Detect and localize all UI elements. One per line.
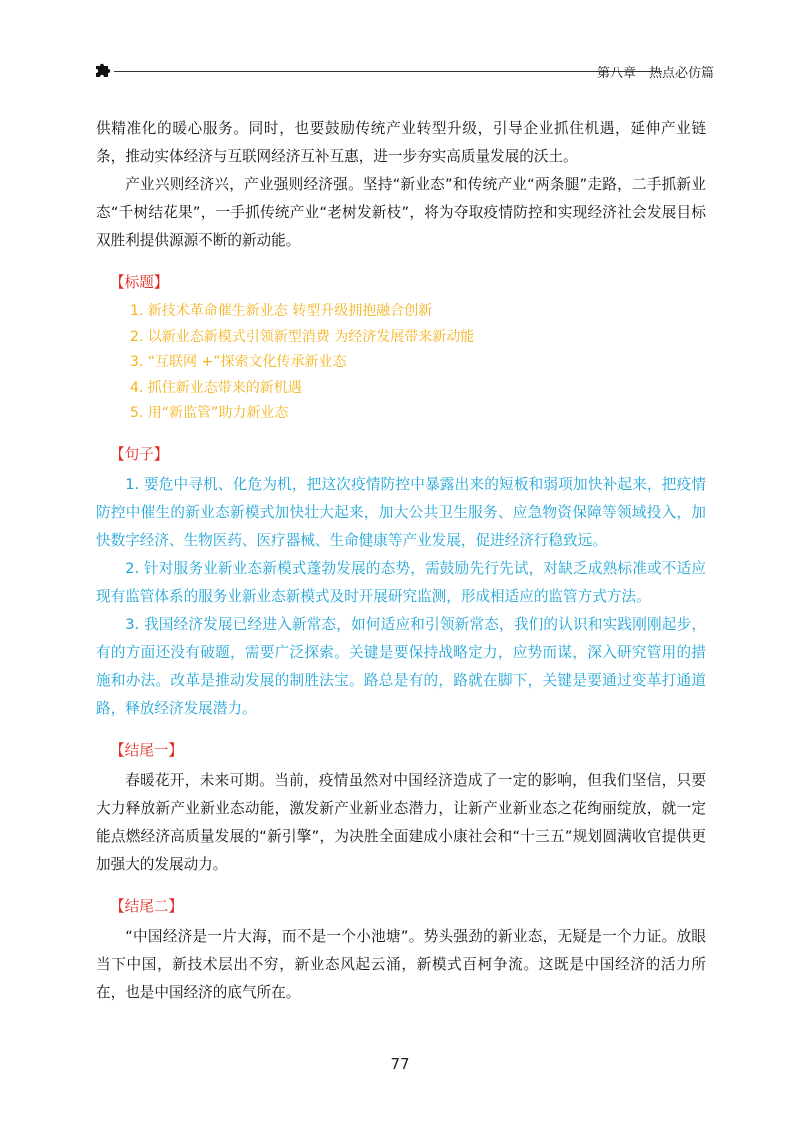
sentence-item: 3. 我国经济发展已经进入新常态，如何适应和引领新常态，我们的认识和实践刚刚起步，有的方面还没有破题，需要广泛探索。关键是要保持战略定力，应势而谋，深入研究管用的措施和办法。改革是推动发展的制胜法宝。路总是有的，路就在脚下，关键是要通过变革打通道路，释放经济发展潜力。 — [96, 615, 706, 717]
sentence-item: 2. 针对服务业新业态新模式蓬勃发展的态势，需鼓励先行先试，对缺乏成熟标准或不适应现有监管体系的服务业新业态新模式及时开展研究监测，形成相适应的监管方式方法。 — [96, 559, 706, 605]
title-item: 4. 抓住新业态带来的新机遇 — [130, 379, 302, 396]
chapter-title: 第八章 热点必仿篇 — [596, 66, 714, 81]
title-item: 3. “互联网 +”探索文化传承新业态 — [130, 354, 347, 370]
ending-two-section — [96, 893, 706, 1007]
title-item: 1. 新技术革命催生新业态 转型升级拥抱融合创新 — [130, 303, 433, 319]
sentences-label: 【句子】 — [110, 445, 169, 463]
puzzle-piece-icon — [94, 61, 112, 79]
ending-two-label: 【结尾二】 — [110, 897, 183, 915]
intro-paragraph-1: 供精准化的暖心服务。同时，也要鼓励传统产业转型升级，引导企业抓住机遇，延伸产业链条，推动实体经济与互联网经济互补互惠，进一步夯实高质量发展的沃土。 — [96, 120, 706, 165]
title-item: 5. 用“新监管”助力新业态 — [130, 405, 289, 421]
titles-section — [96, 269, 706, 427]
ending-one-section — [96, 737, 706, 879]
title-item: 2. 以新业态新模式引领新型消费 为经济发展带来新动能 — [130, 328, 475, 345]
titles-label: 【标题】 — [110, 274, 169, 291]
page-body — [96, 115, 706, 1007]
intro-paragraph-2: 产业兴则经济兴，产业强则经济强。坚持“新业态”和传统产业“两条腿”走路，二手抓新业态“千树结花果”，一手抓传统产业“老树发新枝”，将为夺取疫情防控和实现经济社会发展目标双胜利提供源源不断的新动能。 — [96, 176, 706, 249]
ending-two-text: “中国经济是一片大海，而不是一个小池塘”。势头强劲的新业态，无疑是一个力证。放眼当下中国，新技术层出不穷，新业态风起云涌，新模式百柯争流。这既是中国经济的活力所在，也是中国经济的底气所在。 — [96, 927, 706, 1001]
sentence-item: 1. 要危中寻机、化危为机，把这次疫情防控中暴露出来的短板和弱项加快补起来，把疫情防控中催生的新业态新模式加快壮大起来，加大公共卫生服务、应急物资保障等领域投入，加快数字经济、生物医药、医疗器械、生命健康等产业发展，促进经济行稳致远。 — [96, 475, 706, 549]
ending-one-text: 春暖花开，未来可期。当前，疫情虽然对中国经济造成了一定的影响，但我们坚信，只要大力释放新产业新业态动能，激发新产业新业态潜力，让新产业新业态之花绚丽绽放，就一定能点燃经济高质量发展的“新引擎”，为决胜全面建成小康社会和“十三五”规划圆满收官提供更加强大的发展动力。 — [96, 771, 706, 873]
header-rule — [114, 71, 662, 72]
ending-one-label: 【结尾一】 — [110, 741, 183, 759]
page-header — [94, 60, 714, 82]
sentences-section — [96, 441, 706, 723]
page-number: 77 — [390, 1055, 410, 1073]
